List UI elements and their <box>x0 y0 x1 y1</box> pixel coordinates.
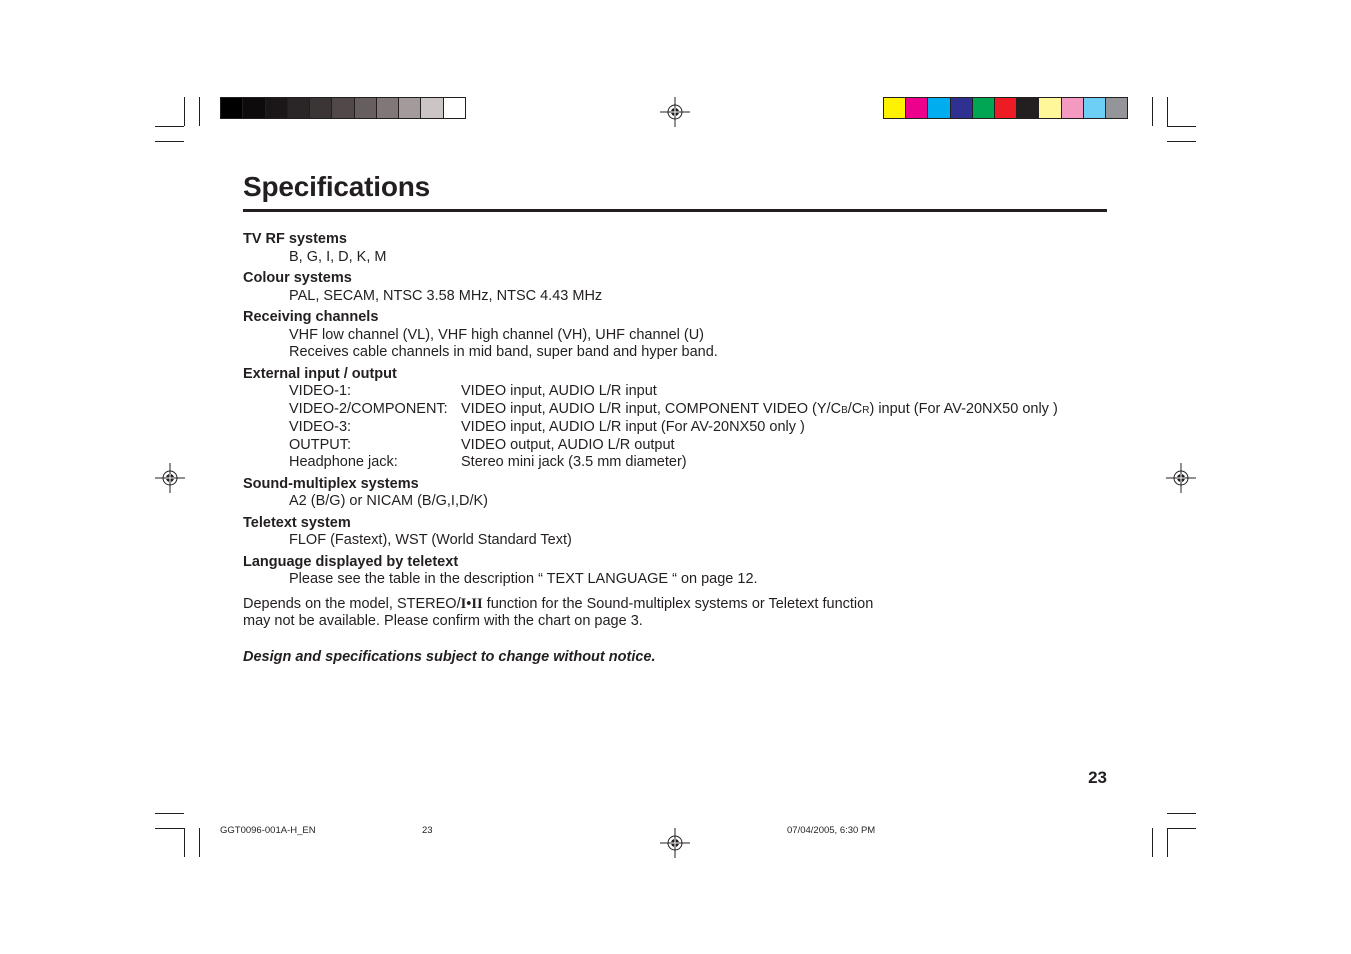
spec-section-receiving <box>243 309 1143 362</box>
crop-mark <box>155 828 184 829</box>
color-swatch <box>444 98 465 118</box>
color-swatch <box>884 98 906 118</box>
io-key: VIDEO-3: <box>289 419 352 435</box>
crop-mark <box>155 141 184 142</box>
io-value: VIDEO input, AUDIO L/R input (For AV-20NX50 only ) <box>461 419 805 435</box>
color-swatch <box>1106 98 1127 118</box>
spec-section-tv-rf <box>243 231 1143 266</box>
color-swatch <box>1062 98 1084 118</box>
section-heading: Teletext system <box>243 514 351 531</box>
stereo-dual-symbol: I•II <box>460 595 483 612</box>
crop-mark <box>199 828 200 857</box>
crop-mark <box>199 97 200 126</box>
color-swatch <box>1084 98 1106 118</box>
crop-mark <box>155 126 184 127</box>
color-swatch <box>1017 98 1039 118</box>
io-value-part: /C <box>847 400 863 417</box>
color-swatch <box>973 98 995 118</box>
color-swatch <box>266 98 288 118</box>
section-heading: Colour systems <box>243 270 352 286</box>
note-text: Depends on the model, STEREO/ <box>243 595 461 612</box>
section-line: Please see the table in the description “ TEXT LANGUAGE “ on page 12. <box>289 571 758 587</box>
section-line: FLOF (Fastext), WST (World Standard Text) <box>289 532 572 548</box>
color-swatch <box>332 98 354 118</box>
crop-mark <box>184 97 185 126</box>
io-row <box>243 419 1143 437</box>
io-row <box>243 401 1143 420</box>
io-row <box>243 383 1143 401</box>
io-row <box>243 454 1143 472</box>
section-heading: External input / output <box>243 365 397 382</box>
grayscale-calibration-bar <box>220 97 466 119</box>
section-heading: Sound-multiplex systems <box>243 475 419 492</box>
crop-mark <box>1167 828 1168 857</box>
crop-mark <box>155 813 184 814</box>
spec-section-teletext <box>243 515 1143 550</box>
color-swatch <box>951 98 973 118</box>
title-rule <box>243 209 1107 212</box>
io-value <box>461 401 1143 420</box>
color-swatch <box>221 98 243 118</box>
spec-section-teletext-language <box>243 554 1143 589</box>
io-value: Stereo mini jack (3.5 mm diameter) <box>461 454 687 470</box>
spec-section-sound-multiplex <box>243 476 1143 511</box>
section-line: Receives cable channels in mid band, super band and hyper band. <box>289 344 718 360</box>
registration-mark-icon <box>155 463 185 493</box>
section-heading: TV RF systems <box>243 231 347 247</box>
color-swatch <box>377 98 399 118</box>
io-row <box>243 437 1143 455</box>
io-value: VIDEO input, AUDIO L/R input <box>461 383 657 399</box>
section-heading: Language displayed by teletext <box>243 553 459 570</box>
footer-file: GGT0096-001A-H_EN <box>220 825 316 836</box>
color-swatch <box>288 98 310 118</box>
note-line: may not be available. Please confirm with the chart on page 3. <box>243 613 643 629</box>
registration-mark-icon <box>660 97 690 127</box>
registration-mark-icon <box>1166 463 1196 493</box>
io-key: OUTPUT: <box>289 436 352 453</box>
color-calibration-bar <box>883 97 1128 119</box>
note-text: function for the Sound-multiplex systems or Teletext function <box>482 595 874 612</box>
color-swatch <box>355 98 377 118</box>
crop-mark <box>1167 828 1196 829</box>
footer-timestamp: 07/04/2005, 6:30 PM <box>787 825 876 836</box>
disclaimer: Design and specifications subject to change without notice. <box>243 648 656 665</box>
io-key: VIDEO-1: <box>289 383 352 399</box>
color-swatch <box>906 98 928 118</box>
spec-section-external-io <box>243 366 1143 472</box>
io-value-part: VIDEO input, AUDIO L/R input, COMPONENT VIDEO (Y/C <box>461 400 842 417</box>
color-swatch <box>928 98 950 118</box>
io-key: Headphone jack: <box>289 454 398 470</box>
section-line: PAL, SECAM, NTSC 3.58 MHz, NTSC 4.43 MHz <box>289 287 603 304</box>
footer-page: 23 <box>422 825 433 836</box>
color-swatch <box>995 98 1017 118</box>
note-line <box>243 596 1143 614</box>
specifications-body <box>243 231 1143 666</box>
color-swatch <box>310 98 332 118</box>
section-line: B, G, I, D, K, M <box>289 248 387 265</box>
color-swatch <box>399 98 421 118</box>
io-value-part: ) input (For AV-20NX50 only ) <box>869 400 1058 417</box>
crop-mark <box>1167 126 1196 127</box>
crop-mark <box>1152 828 1153 857</box>
io-key: VIDEO-2/COMPONENT: <box>289 400 448 417</box>
color-swatch <box>421 98 443 118</box>
crop-mark <box>1167 813 1196 814</box>
crop-mark <box>1167 97 1168 126</box>
page-title: Specifications <box>243 171 431 202</box>
spec-section-colour <box>243 270 1143 305</box>
subscript: B <box>841 404 848 416</box>
crop-mark <box>184 828 185 857</box>
subscript: R <box>862 404 870 416</box>
io-value: VIDEO output, AUDIO L/R output <box>461 436 675 453</box>
section-line: A2 (B/G) or NICAM (B/G,I,D/K) <box>289 493 488 509</box>
section-line: VHF low channel (VL), VHF high channel (VH), UHF channel (U) <box>289 326 705 343</box>
section-heading: Receiving channels <box>243 309 379 325</box>
crop-mark <box>1167 141 1196 142</box>
color-swatch <box>243 98 265 118</box>
availability-note <box>243 596 1143 631</box>
registration-mark-icon <box>660 828 690 858</box>
color-swatch <box>1039 98 1061 118</box>
page-number: 23 <box>1088 768 1107 787</box>
crop-mark <box>1152 97 1153 126</box>
